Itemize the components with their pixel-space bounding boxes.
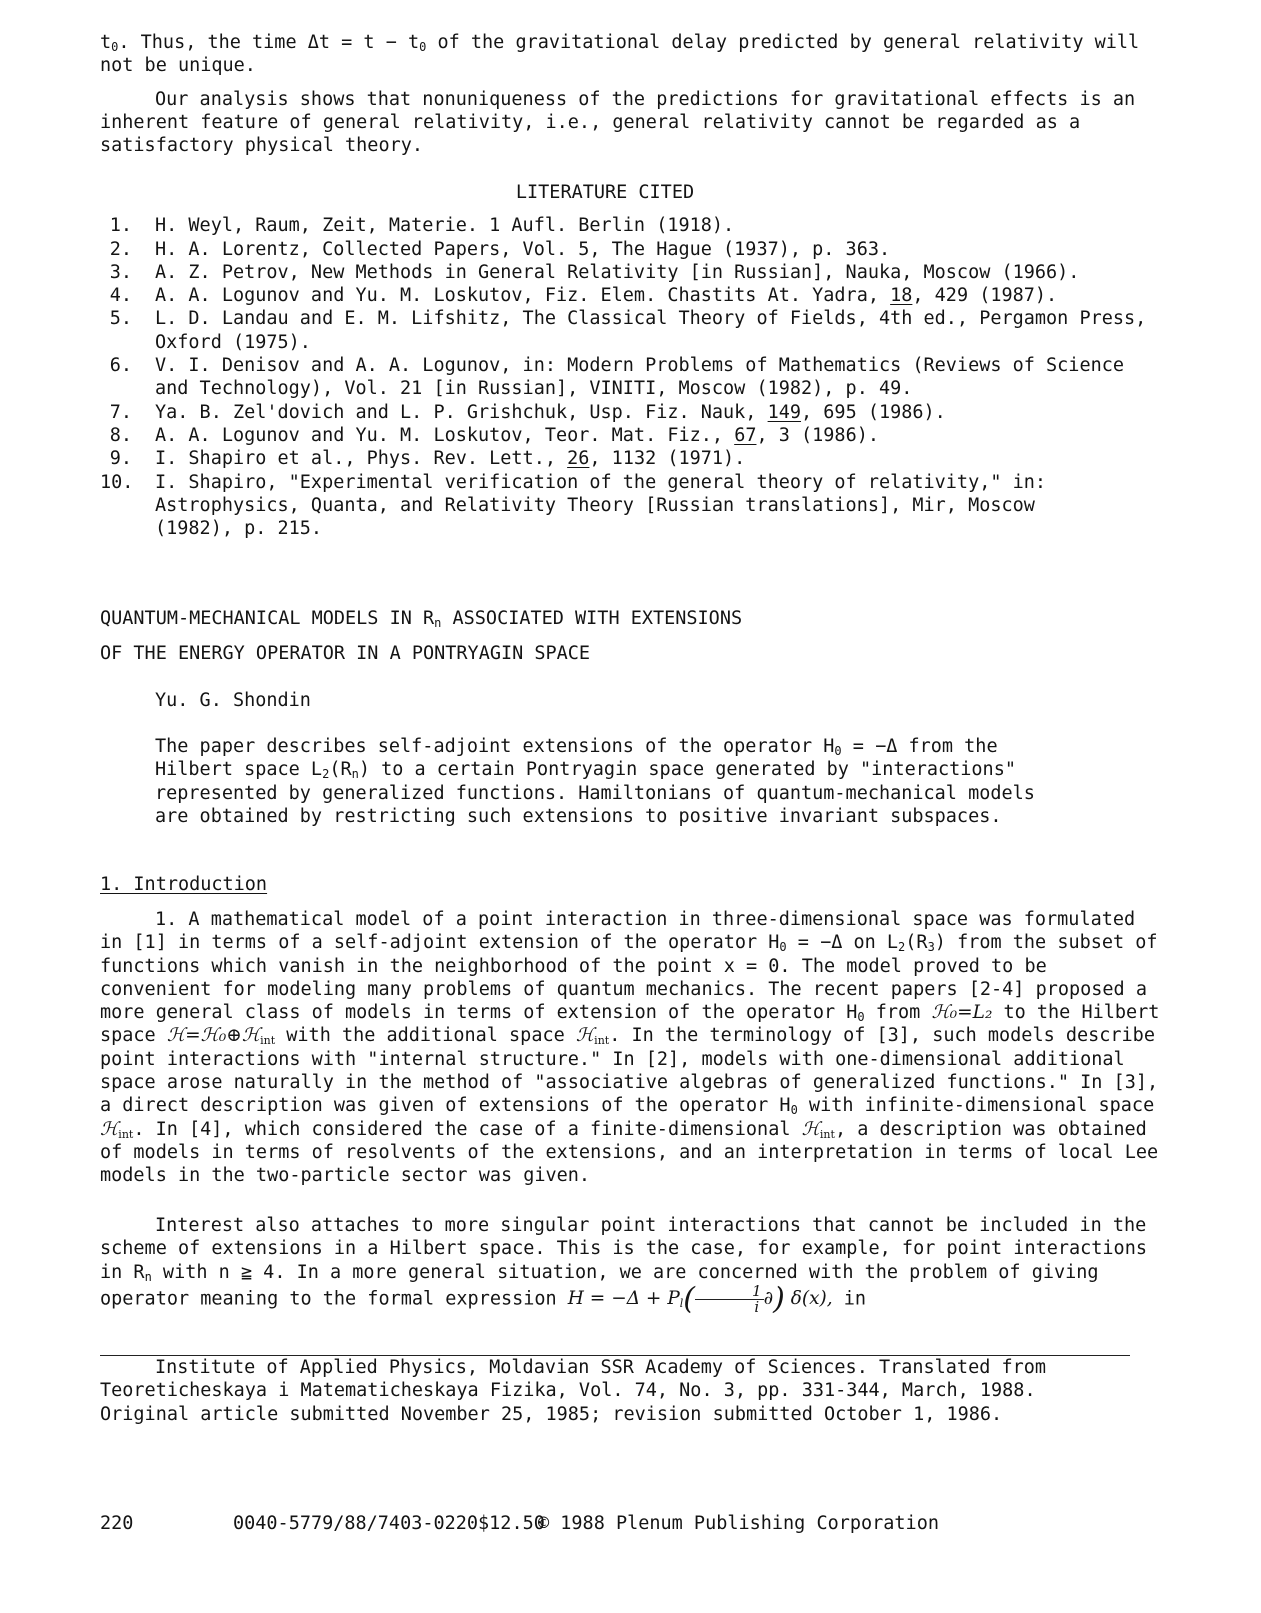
continuation-paragraph: $t_0$. Thus, the time $\Delta t = t - t_0$ of the gravitational delay predicted by general relativity will not be unique. <box>100 32 1140 77</box>
reference-item: 9. I. Shapiro et al., Phys. Rev. Lett., 26, 1132 (1971). <box>109 448 746 470</box>
literature-cited <box>100 181 1160 540</box>
reference-item: 1. H. Weyl, Raum, Zeit, Materie. 1 Aufl. Berlin (1918). <box>109 215 735 237</box>
intro-paragraph-1 <box>100 908 1160 1188</box>
continuation-text <box>100 31 1160 157</box>
reference-item: 7. Ya. B. Zel'dovich and L. P. Grishchuk, Usp. Fiz. Nauk, 149, 695 (1986). <box>109 401 946 423</box>
reference-item: 4. A. A. Logunov and Yu. M. Loskutov, Fiz. Elem. Chastits At. Yadra, 18, 429 (1987). <box>109 285 1058 307</box>
intro-paragraph-2 <box>100 1214 1160 1315</box>
formula: $H = -\Delta + P_l$( $\frac{1}{i}$ ∂) δ(x), <box>567 1281 833 1317</box>
fraction: $\frac{1}{i}$ <box>695 1284 764 1315</box>
author: Yu. G. Shondin <box>155 690 311 711</box>
issn-code: 0040-5779/88/7403-0220$12.50 <box>233 1513 545 1534</box>
reference-item: 8. A. A. Logunov and Yu. M. Loskutov, Teor. Mat. Fiz., 67, 3 (1986). <box>109 424 879 446</box>
abstract <box>155 735 1035 828</box>
section-heading: 1. Introduction <box>100 874 268 895</box>
article-title <box>100 607 1160 666</box>
footnote-line: Original article submitted November 25, 1985; revision submitted October 1, 1986. <box>100 1403 1003 1425</box>
intro-text: 1. A mathematical model of a point interaction in three-dimensional space was formulated in [1] in terms of a self-adjoint extension of the operator $H_0 = -\Delta$ on $L_2(R_3)$ from the subset of functions which vanish in the neighborhood of the point x = 0. The model proved to be convenient for modeling many problems of quantum mechanics. The recent papers [2-4] proposed a more general class of models in terms of extension of the operator $H_0$ from ℋ₀=L₂ to the Hilbert space ℋ=ℋ₀⊕ℋ$_{int}$ with the additional space ℋ$_{int}$. In the terminology of [3], such models describe point interactions with "internal structure." In [2], models with one-dimensional additional space arose naturally in the method of "associative algebras of generalized functions." In [3], a direct description was given of extensions of the operator $H_0$ with infinite-dimensional space ℋ$_{int}$. In [4], which considered the case of a finite-dimensional ℋ$_{int}$, a description was obtained of models in terms of resolvents of the extensions, and an interpretation in terms of local Lee models in the two-particle sector was given. <box>100 909 1160 1187</box>
footnote-line: Institute of Applied Physics, Moldavian SSR Academy of Sciences. Translated from <box>155 1357 1047 1378</box>
reference-item: 2. H. A. Lorentz, Collected Papers, Vol. 5, The Hague (1937), p. 363. <box>109 238 891 260</box>
literature-heading: LITERATURE CITED <box>515 182 695 203</box>
reference-item: 10. I. Shapiro, "Experimental verification of the general theory of relativity," in: Astrophysics, Quanta, and Relativity Theory [Russian translations], Mir, Moscow (1982), p. 215. <box>100 471 1047 540</box>
reference-item: 6. V. I. Denisov and A. A. Logunov, in: Modern Problems of Mathematics (Reviews of Science and Technology), Vol. 21 [in Russian], VINITI, Moscow (1982), p. 49. <box>109 355 1125 400</box>
reference-list <box>100 214 1160 540</box>
conclusion-paragraph: Our analysis shows that nonuniqueness of the predictions for gravitational effects is an inherent feature of general relativity, i.e., general relativity cannot be regarded as a satisfactory physical theory. <box>100 88 1136 157</box>
abstract-text: The paper describes self-adjoint extensions of the operator $H_0 = -\Delta$ from the Hilbert space $L_2(R_n)$ to a certain Pontryagin space generated by "interactions" represented by generalized functions. Hamiltonians of quantum-mechanical models are obtained by restricting such extensions to positive invariant subspaces. <box>155 736 1035 827</box>
reference-item: 5. L. D. Landau and E. M. Lifshitz, The Classical Theory of Fields, 4th ed., Pergamon Press, Oxford (1975). <box>109 308 1147 353</box>
article-title-line: QUANTUM-MECHANICAL MODELS IN $R_n$ ASSOCIATED WITH EXTENSIONS <box>100 608 743 630</box>
footnote <box>100 1356 1160 1426</box>
copyright: © 1988 Plenum Publishing Corporation <box>538 1513 939 1534</box>
reference-item: 3. A. Z. Petrov, New Methods in General Relativity [in Russian], Nauka, Moscow (1966). <box>109 261 1080 283</box>
intro-text: Interest also attaches to more singular point interactions that cannot be included in the scheme of extensions in a Hilbert space. This is the case, for example, for point interactions in $R_n$ with n ≧ 4. In a more general situation, we are concerned with the problem of giving operator meaning to the formal expression $H = -\Delta + P_l$( $\frac{1}{i}$ ∂) δ(x), in <box>100 1215 1147 1317</box>
footnote-line: Teoreticheskaya i Matematicheskaya Fizika, Vol. 74, No. 3, pp. 331-344, March, 1988. <box>100 1380 1036 1402</box>
article-title-line: OF THE ENERGY OPERATOR IN A PONTRYAGIN SPACE <box>100 643 591 665</box>
page-number: 220 <box>100 1513 134 1534</box>
